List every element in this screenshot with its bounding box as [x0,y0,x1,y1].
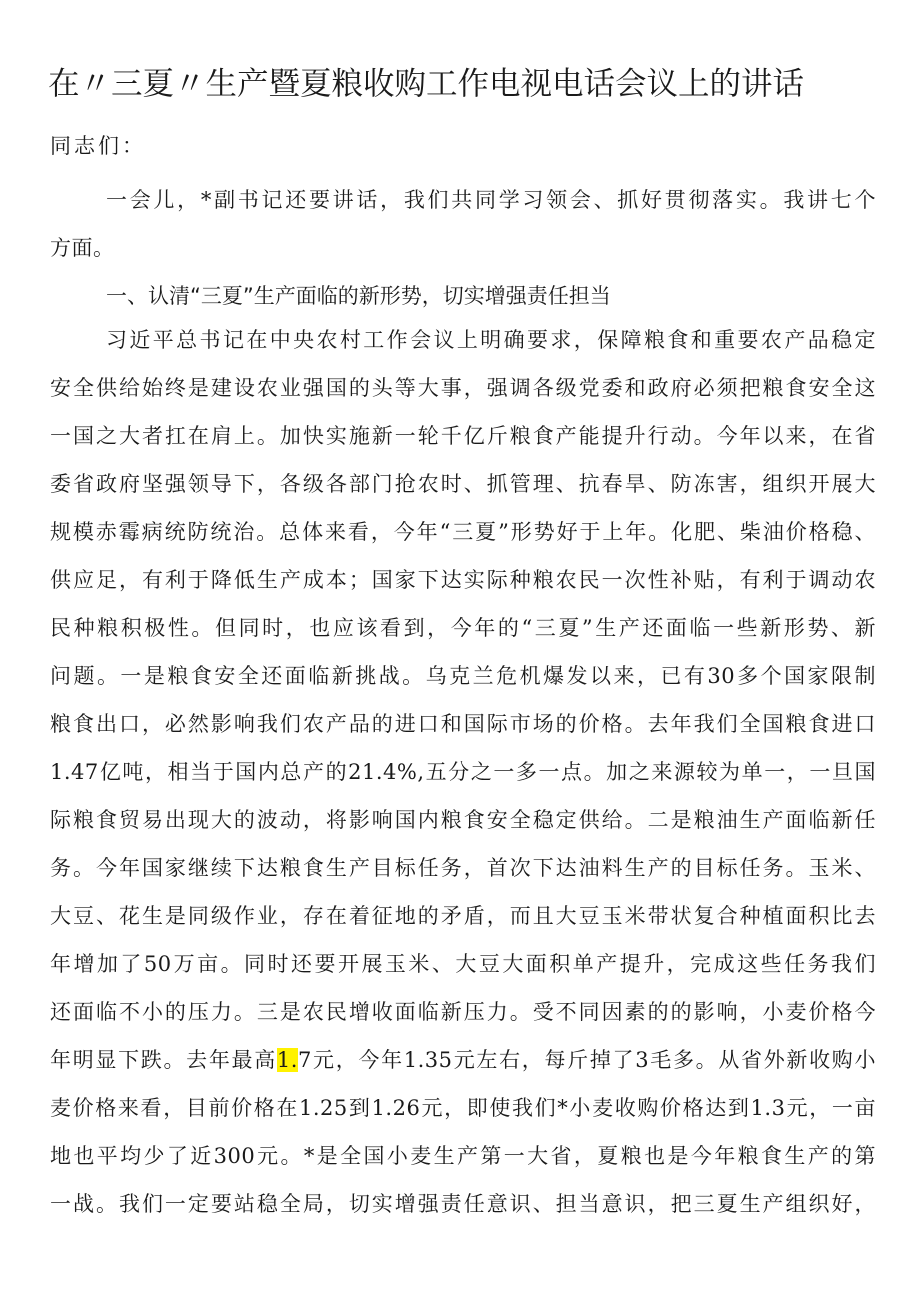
body-line: 习近平总书记在中央农村工作会议上明确要求，保障粮食和重要农产品稳定 [106,328,876,352]
section-heading: 一、认清“三夏”生产面临的新形势，切实增强责任担当 [106,284,611,308]
body-line: 际粮食贸易出现大的波动，将影响国内粮食安全稳定供给。二是粮油生产面临新任 [50,808,876,832]
body-line: 一战。我们一定要站稳全局，切实增强责任意识、担当意识，把三夏生产组织好， [50,1192,876,1216]
body-line: 务。今年国家继续下达粮食生产目标任务，首次下达油料生产的目标任务。玉米、 [50,856,876,880]
body-line: 年增加了50万亩。同时还要开展玉米、大豆大面积单产提升，完成这些任务我们 [50,952,876,976]
body-line: 供应足，有利于降低生产成本；国家下达实际种粮农民一次性补贴，有利于调动农 [50,568,876,592]
body-line: 粮食出口，必然影响我们农产品的进口和国际市场的价格。去年我们全国粮食进口 [50,712,876,736]
intro-line: 一会儿，*副书记还要讲话，我们共同学习领会、抓好贯彻落实。我讲七个 [106,188,876,212]
body-line: 民种粮积极性。但同时，也应该看到，今年的“三夏”生产还面临一些新形势、新 [50,616,876,640]
body-line: 规模赤霉病统防统治。总体来看，今年“三夏”形势好于上年。化肥、柴油价格稳、 [50,520,876,544]
body-line: 一国之大者扛在肩上。加快实施新一轮千亿斤粮食产能提升行动。今年以来，在省 [50,424,876,448]
price-line [50,1042,876,1078]
body-line: 委省政府坚强领导下，各级各部门抢农时、抓管理、抗春旱、防冻害，组织开展大 [50,472,876,496]
body-line: 麦价格来看，目前价格在1.25到1.26元，即使我们*小麦收购价格达到1.3元，一亩 [50,1096,876,1120]
greeting: 同志们： [50,134,146,158]
body-line: 安全供给始终是建设农业强国的头等大事，强调各级党委和政府必须把粮食安全这 [50,376,876,400]
intro-line: 方面。 [50,236,115,260]
body-line: 大豆、花生是同级作业，存在着征地的矛盾，而且大豆玉米带状复合种植面积比去 [50,904,876,928]
body-line: 问题。一是粮食安全还面临新挑战。乌克兰危机爆发以来，已有30多个国家限制 [50,664,876,688]
document-title: 在〃三夏〃生产暨夏粮收购工作电视电话会议上的讲话 [48,66,805,102]
body-line: 1.47亿吨，相当于国内总产的21.4%,五分之一多一点。加之来源较为单一，一旦国 [50,760,876,784]
price-line-before: 年明显下跌。去年最高 [50,1048,277,1072]
highlighted-price: 1. [276,1048,298,1072]
body-line: 还面临不小的压力。三是农民增收面临新压力。受不同因素的的影响，小麦价格今 [50,1000,876,1024]
price-line-after: 7元，今年1.35元左右，每斤掉了3毛多。从省外新收购小 [297,1048,876,1072]
body-line: 地也平均少了近300元。*是全国小麦生产第一大省，夏粮也是今年粮食生产的第 [50,1144,876,1168]
